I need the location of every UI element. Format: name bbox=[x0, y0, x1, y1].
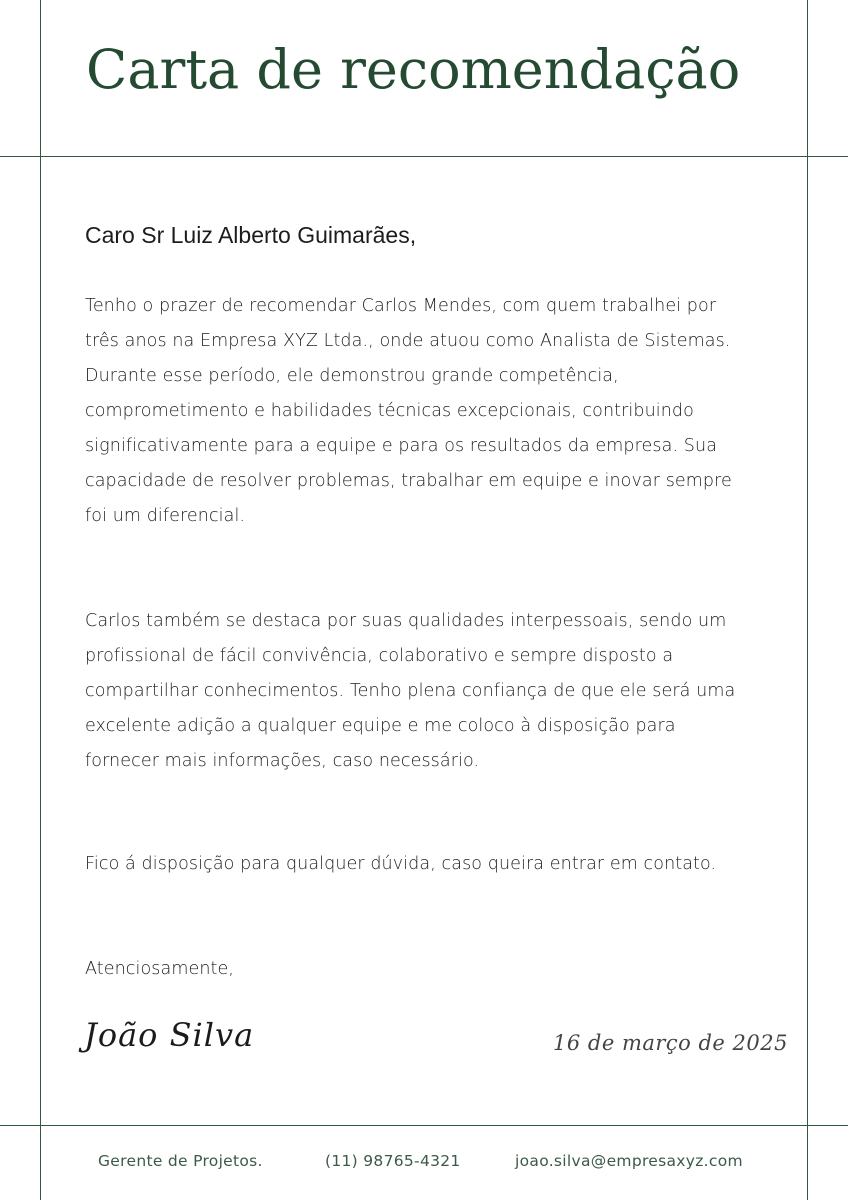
letter-date: 16 de março de 2025 bbox=[553, 1031, 788, 1055]
footer-divider bbox=[0, 1125, 848, 1126]
header-divider bbox=[0, 156, 848, 157]
signature: João Silva bbox=[84, 1016, 255, 1054]
salutation: Caro Sr Luiz Alberto Guimarães, bbox=[85, 222, 417, 248]
letter-paragraph-2: Carlos também se destaca por suas qualidades interpessoais, sendo um profissional de fácil convivência, colaborativo e sempre disposto a compartilhar conhecimentos. Tenho plena confiança de que ele será uma excelente adição a qualquer equipe e me coloco à disposição para fornecer mais informações, caso necessário. bbox=[85, 611, 736, 771]
left-border-line bbox=[40, 0, 41, 1200]
page-title: Carta de recomendação bbox=[86, 38, 741, 101]
footer-email[interactable]: joao.silva@empresaxyz.com bbox=[515, 1152, 743, 1170]
letter-paragraph-3: Fico á disposição para qualquer dúvida, caso queira entrar em contato. bbox=[85, 854, 717, 874]
footer-role: Gerente de Projetos. bbox=[98, 1152, 263, 1170]
right-border-line bbox=[807, 0, 808, 1200]
footer-phone[interactable]: (11) 98765-4321 bbox=[325, 1152, 461, 1170]
letter-paragraph-1: Tenho o prazer de recomendar Carlos Mendes, com quem trabalhei por três anos na Empresa XYZ Ltda., onde atuou como Analista de Sistemas. Durante esse período, ele demonstrou grande competência, comprometimento e habilidades técnicas excepcionais, contribuindo significativamente para a equipe e para os resultados da empresa. Sua capacidade de resolver problemas, trabalhar em equipe e inovar sempre foi um diferencial. bbox=[85, 296, 732, 526]
closing: Atenciosamente, bbox=[85, 959, 235, 979]
